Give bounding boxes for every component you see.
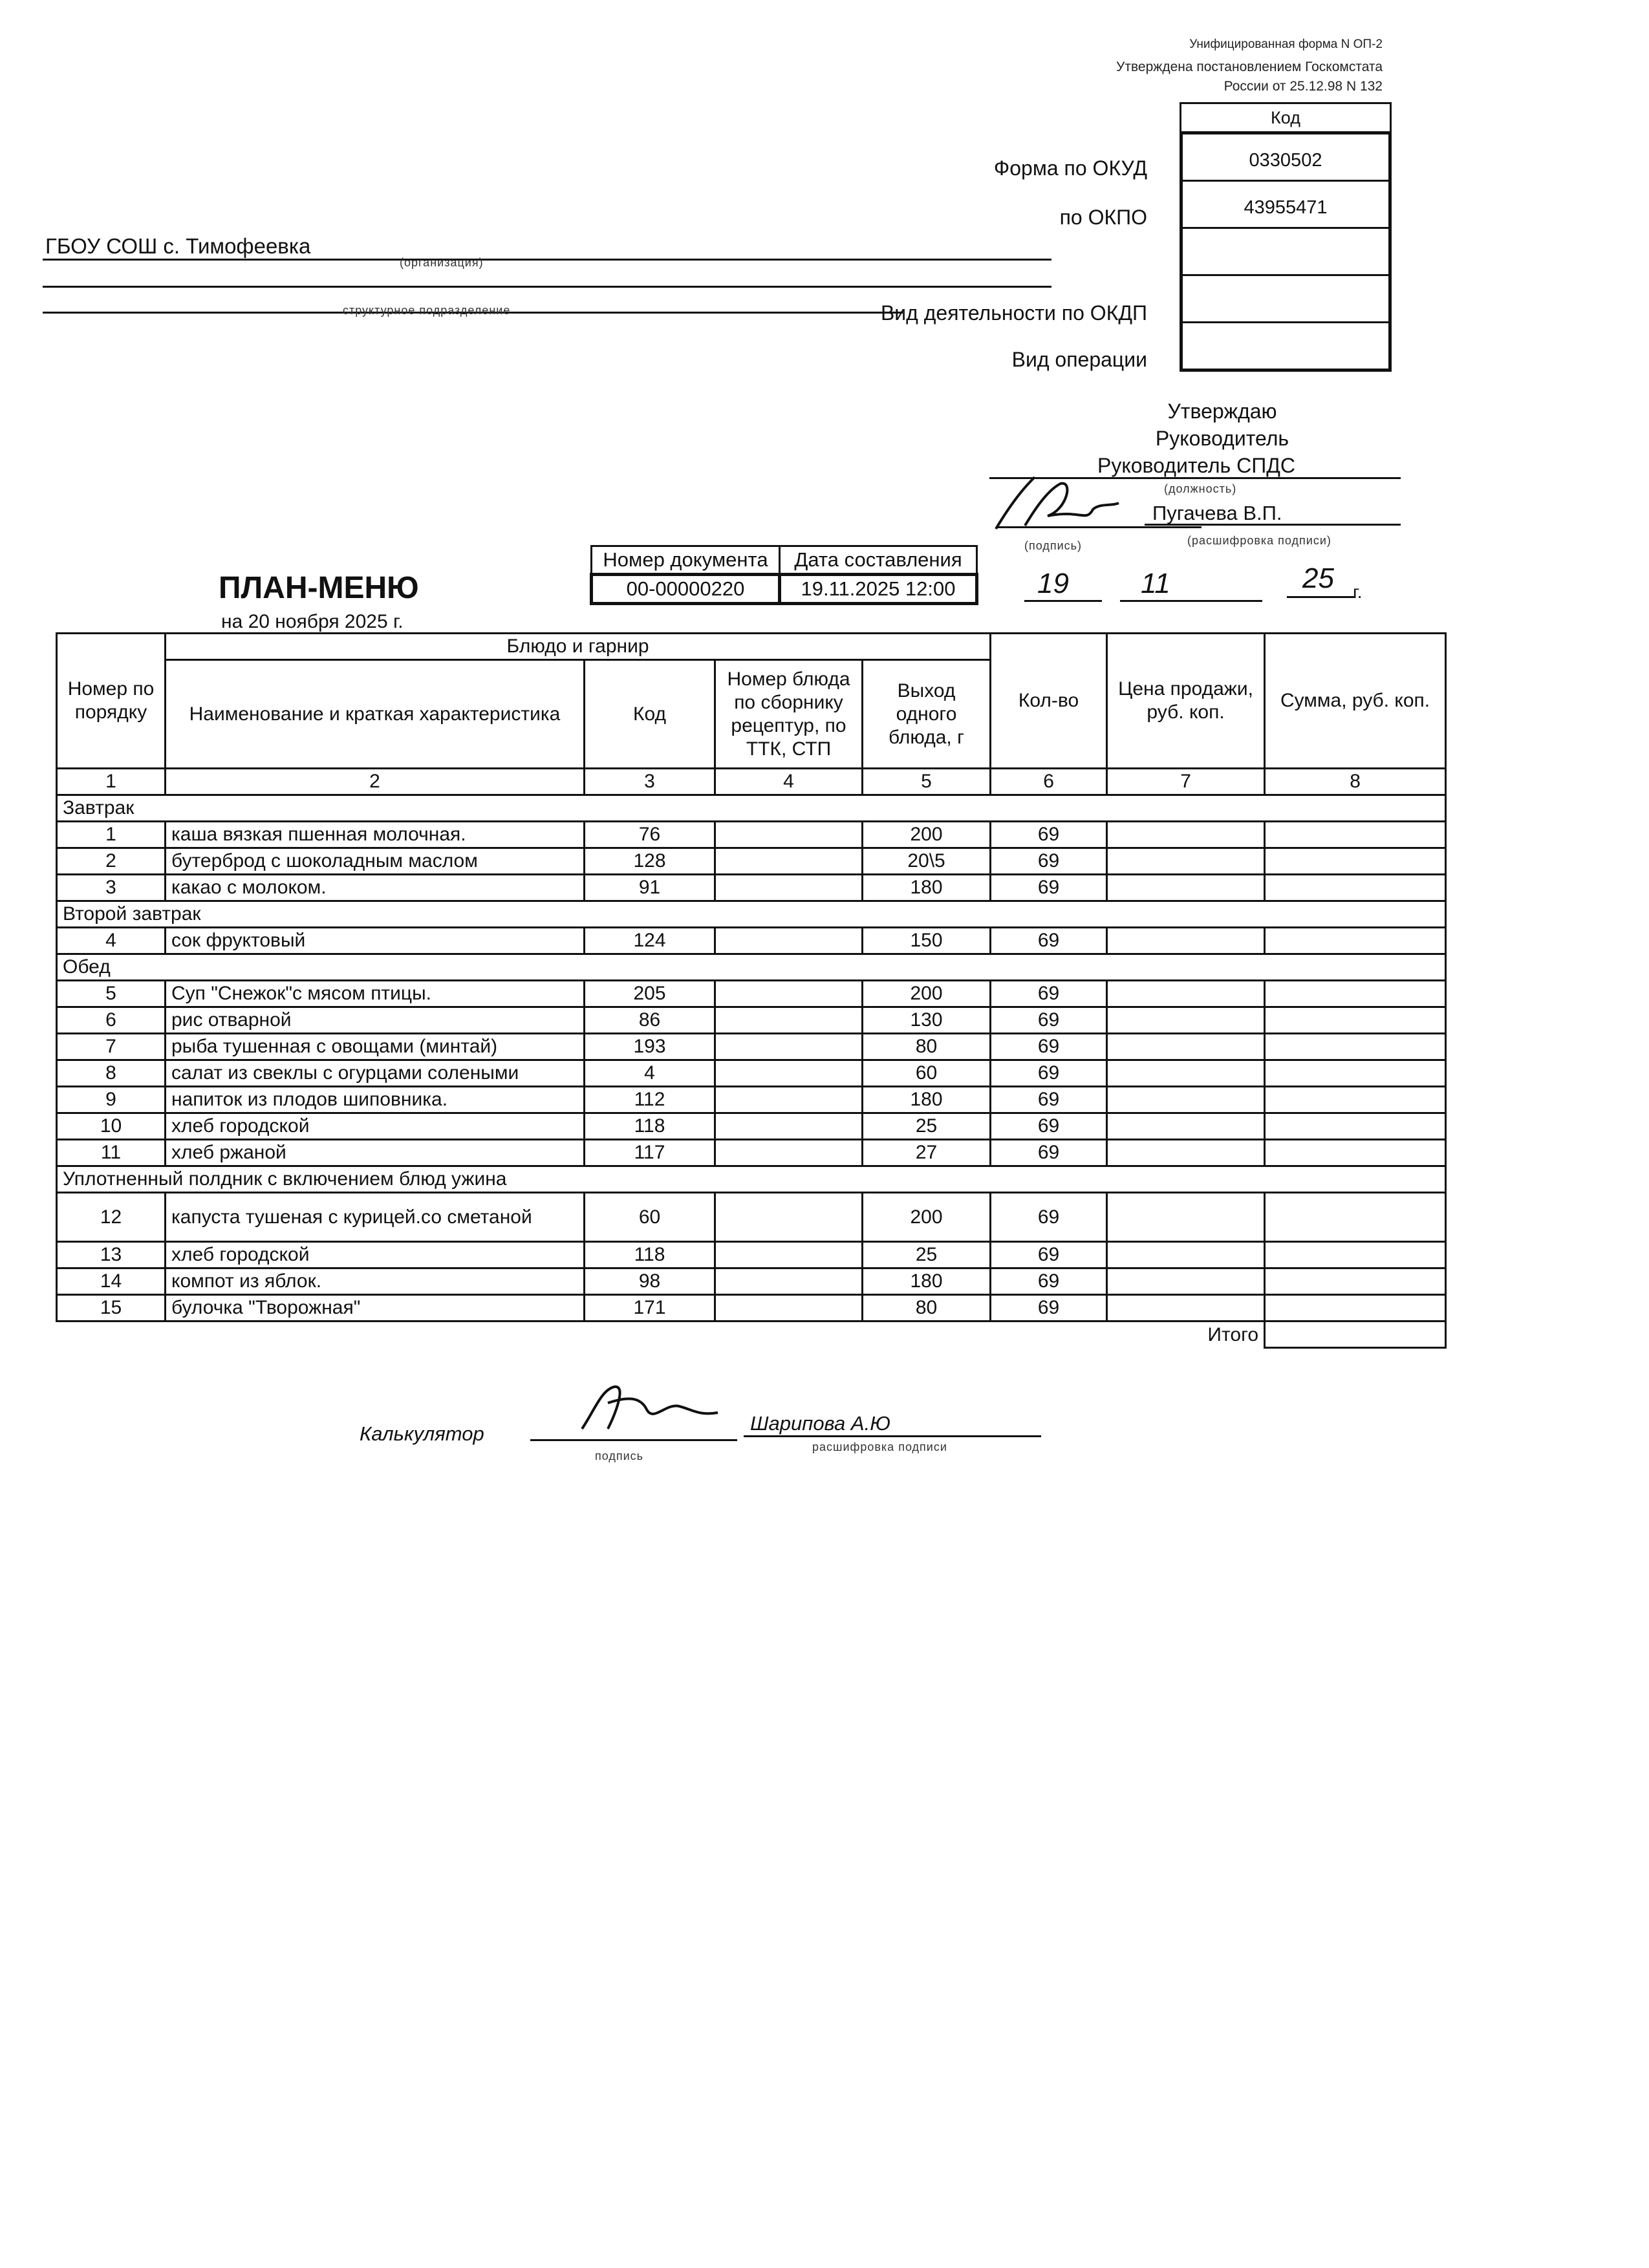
doc-number-header: Номер документа xyxy=(592,546,780,575)
dish-code: 76 xyxy=(585,822,715,848)
row-number: 4 xyxy=(57,928,166,954)
dish-qty: 69 xyxy=(991,848,1107,875)
dish-price xyxy=(1107,981,1265,1007)
okud-code: 0330502 xyxy=(1183,134,1388,182)
codes-header: Код xyxy=(1180,102,1392,131)
dish-yield: 180 xyxy=(863,1268,991,1295)
calculator-signature-caption: подпись xyxy=(595,1450,644,1462)
director-signature xyxy=(989,471,1132,542)
dish-qty: 69 xyxy=(991,822,1107,848)
dish-sum xyxy=(1265,981,1446,1007)
recipe-number xyxy=(715,1140,863,1166)
dish-yield: 180 xyxy=(863,1087,991,1113)
dish-price xyxy=(1107,1268,1265,1295)
dish-name: Суп "Снежок"с мясом птицы. xyxy=(166,981,585,1007)
dish-code: 98 xyxy=(585,1268,715,1295)
organization-underline xyxy=(43,259,1051,261)
dish-qty: 69 xyxy=(991,1060,1107,1087)
approved-by-label: Утверждена постановлением Госкомстата xyxy=(1116,59,1383,74)
row-number: 15 xyxy=(57,1295,166,1321)
organization-line-2 xyxy=(43,286,1051,288)
table-row xyxy=(57,848,1446,875)
dish-code: 4 xyxy=(585,1060,715,1087)
dish-qty: 69 xyxy=(991,1268,1107,1295)
row-number: 1 xyxy=(57,822,166,848)
section-title: Уплотненный полдник с включением блюд ужина xyxy=(57,1166,1446,1193)
dish-sum xyxy=(1265,1242,1446,1268)
dish-sum xyxy=(1265,1007,1446,1034)
section-row xyxy=(57,954,1446,981)
okdp-code xyxy=(1183,276,1388,323)
approval-year: 25 xyxy=(1302,562,1334,594)
section-title: Завтрак xyxy=(57,795,1446,822)
total-value xyxy=(1265,1321,1446,1348)
dish-name: рыба тушенная с овощами (минтай) xyxy=(166,1034,585,1060)
codes-box xyxy=(1180,102,1392,372)
dish-sum xyxy=(1265,1113,1446,1140)
dish-name: рис отварной xyxy=(166,1007,585,1034)
signature-caption: (подпись) xyxy=(1024,539,1083,552)
okpo-code: 43955471 xyxy=(1183,182,1388,229)
day-underline xyxy=(1024,600,1102,602)
table-row xyxy=(57,1193,1446,1242)
dish-sum xyxy=(1265,875,1446,901)
dish-price xyxy=(1107,875,1265,901)
dish-price xyxy=(1107,928,1265,954)
column-numbers-row xyxy=(57,769,1446,795)
dish-price xyxy=(1107,1087,1265,1113)
column-number: 4 xyxy=(715,769,863,795)
document-number-box xyxy=(590,545,978,605)
dish-qty: 69 xyxy=(991,1087,1107,1113)
recipe-number xyxy=(715,848,863,875)
dish-code: 128 xyxy=(585,848,715,875)
header-sum: Сумма, руб. коп. xyxy=(1265,634,1446,769)
doc-number-value: 00-00000220 xyxy=(592,575,780,604)
table-row xyxy=(57,1007,1446,1034)
dish-qty: 69 xyxy=(991,875,1107,901)
dish-qty: 69 xyxy=(991,1113,1107,1140)
section-row xyxy=(57,795,1446,822)
recipe-number xyxy=(715,1295,863,1321)
dish-code: 205 xyxy=(585,981,715,1007)
calculator-name: Шарипова А.Ю xyxy=(750,1412,890,1435)
total-label: Итого xyxy=(1207,1323,1259,1345)
dish-code: 112 xyxy=(585,1087,715,1113)
dish-name: какао с молоком. xyxy=(166,875,585,901)
dish-price xyxy=(1107,1034,1265,1060)
row-number: 7 xyxy=(57,1034,166,1060)
menu-table xyxy=(56,632,1447,1349)
dish-yield: 25 xyxy=(863,1113,991,1140)
table-row xyxy=(57,822,1446,848)
document-subtitle: на 20 ноября 2025 г. xyxy=(221,611,404,632)
position-value: Руководитель СПДС xyxy=(1097,454,1295,477)
dish-code: 124 xyxy=(585,928,715,954)
section-title: Второй завтрак xyxy=(57,901,1446,928)
operation-label: Вид операции xyxy=(1011,348,1147,371)
dish-yield: 180 xyxy=(863,875,991,901)
recipe-number xyxy=(715,981,863,1007)
dish-price xyxy=(1107,1007,1265,1034)
dish-yield: 200 xyxy=(863,981,991,1007)
dish-name: булочка "Творожная" xyxy=(166,1295,585,1321)
dish-yield: 80 xyxy=(863,1034,991,1060)
recipe-number xyxy=(715,1193,863,1242)
dish-sum xyxy=(1265,848,1446,875)
unified-form-label: Унифицированная форма N ОП-2 xyxy=(1189,37,1383,51)
table-row xyxy=(57,1113,1446,1140)
dish-price xyxy=(1107,1140,1265,1166)
dish-yield: 200 xyxy=(863,1193,991,1242)
recipe-number xyxy=(715,1268,863,1295)
column-number: 5 xyxy=(863,769,991,795)
doc-date-header: Дата составления xyxy=(780,546,977,575)
dish-qty: 69 xyxy=(991,981,1107,1007)
dish-name: компот из яблок. xyxy=(166,1268,585,1295)
dish-yield: 60 xyxy=(863,1060,991,1087)
dish-sum xyxy=(1265,1268,1446,1295)
dish-sum xyxy=(1265,1087,1446,1113)
dish-qty: 69 xyxy=(991,1193,1107,1242)
okpo-extra-code xyxy=(1183,229,1388,276)
approval-month: 11 xyxy=(1141,568,1170,599)
dish-qty: 69 xyxy=(991,1140,1107,1166)
dish-qty: 69 xyxy=(991,928,1107,954)
dish-code: 91 xyxy=(585,875,715,901)
dish-yield: 80 xyxy=(863,1295,991,1321)
header-dish-group: Блюдо и гарнир xyxy=(166,634,991,660)
table-row xyxy=(57,1034,1446,1060)
dish-name: капуста тушеная с курицей.со сметаной xyxy=(166,1193,585,1242)
row-number: 14 xyxy=(57,1268,166,1295)
row-number: 6 xyxy=(57,1007,166,1034)
signer-underline xyxy=(1145,524,1401,526)
decode-caption: (расшифровка подписи) xyxy=(1187,534,1331,547)
calculator-role: Калькулятор xyxy=(360,1422,484,1445)
dish-code: 118 xyxy=(585,1113,715,1140)
year-underline xyxy=(1287,596,1354,598)
table-row xyxy=(57,1087,1446,1113)
column-number: 7 xyxy=(1107,769,1265,795)
row-number: 9 xyxy=(57,1087,166,1113)
dish-yield: 20\5 xyxy=(863,848,991,875)
dish-sum xyxy=(1265,822,1446,848)
calculator-name-line xyxy=(744,1435,1041,1437)
row-number: 11 xyxy=(57,1140,166,1166)
okpo-label: по ОКПО xyxy=(1059,206,1147,229)
head-label: Руководитель xyxy=(1155,427,1289,450)
dish-sum xyxy=(1265,928,1446,954)
dish-price xyxy=(1107,1193,1265,1242)
document-title: ПЛАН-МЕНЮ xyxy=(219,571,419,605)
signer-name: Пугачева В.П. xyxy=(1152,502,1282,524)
month-underline xyxy=(1120,600,1262,602)
dish-name: сок фруктовый xyxy=(166,928,585,954)
dish-qty: 69 xyxy=(991,1242,1107,1268)
calculator-decode-caption: расшифровка подписи xyxy=(812,1440,947,1453)
row-number: 12 xyxy=(57,1193,166,1242)
dish-price xyxy=(1107,822,1265,848)
header-recipe: Номер блюда по сборнику рецептур, по ТТК, СТП xyxy=(715,660,863,769)
dish-code: 118 xyxy=(585,1242,715,1268)
row-number: 10 xyxy=(57,1113,166,1140)
dish-sum xyxy=(1265,1034,1446,1060)
header-yield: Выход одного блюда, г xyxy=(863,660,991,769)
recipe-number xyxy=(715,1007,863,1034)
dish-price xyxy=(1107,1295,1265,1321)
recipe-number xyxy=(715,1060,863,1087)
recipe-number xyxy=(715,1034,863,1060)
row-number: 13 xyxy=(57,1242,166,1268)
position-caption: (должность) xyxy=(1164,482,1237,495)
section-title: Обед xyxy=(57,954,1446,981)
approval-year-suffix: г. xyxy=(1353,582,1363,602)
header-qty: Кол-во xyxy=(991,634,1107,769)
recipe-number xyxy=(715,875,863,901)
recipe-number xyxy=(715,928,863,954)
dish-code: 117 xyxy=(585,1140,715,1166)
dish-code: 60 xyxy=(585,1193,715,1242)
header-name: Наименование и краткая характеристика xyxy=(166,660,585,769)
dish-name: салат из свеклы с огурцами солеными xyxy=(166,1060,585,1087)
header-row-number: Номер по порядку xyxy=(57,634,166,769)
column-number: 2 xyxy=(166,769,585,795)
column-number: 6 xyxy=(991,769,1107,795)
row-number: 8 xyxy=(57,1060,166,1087)
dish-sum xyxy=(1265,1060,1446,1087)
table-row xyxy=(57,928,1446,954)
column-number: 8 xyxy=(1265,769,1446,795)
dish-yield: 150 xyxy=(863,928,991,954)
column-number: 3 xyxy=(585,769,715,795)
dish-yield: 27 xyxy=(863,1140,991,1166)
dish-qty: 69 xyxy=(991,1295,1107,1321)
dish-sum xyxy=(1265,1140,1446,1166)
doc-date-value: 19.11.2025 12:00 xyxy=(780,575,977,604)
okdp-label: Вид деятельности по ОКДП xyxy=(880,301,1147,325)
dish-name: бутерброд с шоколадным маслом xyxy=(166,848,585,875)
dish-price xyxy=(1107,848,1265,875)
table-row xyxy=(57,1060,1446,1087)
table-row xyxy=(57,1242,1446,1268)
table-row xyxy=(57,981,1446,1007)
column-number: 1 xyxy=(57,769,166,795)
recipe-number xyxy=(715,1113,863,1140)
row-number: 2 xyxy=(57,848,166,875)
dish-qty: 69 xyxy=(991,1007,1107,1034)
table-row xyxy=(57,1140,1446,1166)
dish-name: хлеб ржаной xyxy=(166,1140,585,1166)
okud-label: Форма по ОКУД xyxy=(993,156,1147,180)
dish-code: 193 xyxy=(585,1034,715,1060)
table-row xyxy=(57,875,1446,901)
header-price: Цена продажи, руб. коп. xyxy=(1107,634,1265,769)
menu-body xyxy=(57,795,1446,1321)
recipe-number xyxy=(715,822,863,848)
unit-caption: структурное подразделение xyxy=(343,304,511,317)
row-number: 5 xyxy=(57,981,166,1007)
organization-caption: (организация) xyxy=(400,256,484,269)
dish-code: 171 xyxy=(585,1295,715,1321)
header-code: Код xyxy=(585,660,715,769)
calculator-signature xyxy=(569,1377,737,1448)
dish-name: напиток из плодов шиповника. xyxy=(166,1087,585,1113)
dish-yield: 200 xyxy=(863,822,991,848)
dish-price xyxy=(1107,1113,1265,1140)
row-number: 3 xyxy=(57,875,166,901)
dish-sum xyxy=(1265,1193,1446,1242)
dish-price xyxy=(1107,1060,1265,1087)
dish-yield: 25 xyxy=(863,1242,991,1268)
section-row xyxy=(57,901,1446,928)
dish-code: 86 xyxy=(585,1007,715,1034)
organization-name: ГБОУ СОШ с. Тимофеевка xyxy=(45,234,311,258)
approve-label: Утверждаю xyxy=(1167,400,1277,423)
approval-day: 19 xyxy=(1037,568,1069,599)
table-row xyxy=(57,1295,1446,1321)
table-row xyxy=(57,1268,1446,1295)
dish-sum xyxy=(1265,1295,1446,1321)
operation-code xyxy=(1183,323,1388,369)
recipe-number xyxy=(715,1242,863,1268)
dish-yield: 130 xyxy=(863,1007,991,1034)
dish-price xyxy=(1107,1242,1265,1268)
dish-name: хлеб городской xyxy=(166,1242,585,1268)
recipe-number xyxy=(715,1087,863,1113)
dish-qty: 69 xyxy=(991,1034,1107,1060)
dish-name: хлеб городской xyxy=(166,1113,585,1140)
regulation-date-label: России от 25.12.98 N 132 xyxy=(1223,79,1383,94)
section-row xyxy=(57,1166,1446,1193)
dish-name: каша вязкая пшенная молочная. xyxy=(166,822,585,848)
